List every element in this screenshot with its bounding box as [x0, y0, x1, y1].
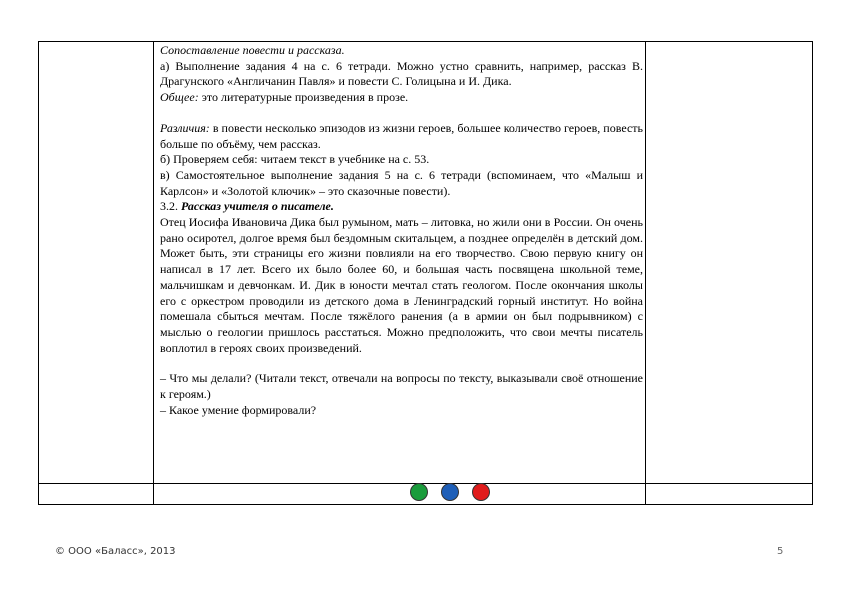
- section-heading: [160, 199, 643, 215]
- section-number: 3.2.: [160, 199, 181, 214]
- column-divider-right: [645, 42, 646, 504]
- paragraph-a: а) Выполнение задания 4 на с. 6 тетради. Можно устно сравнить, например, рассказ В. Драгунского «Англичанин Павля» и повести С. Голицына и И. Дика.: [160, 58, 643, 89]
- differences-text: в повести несколько эпизодов из жизни героев, большее количество героев, повесть больше по объёму, чем рассказ.: [160, 120, 643, 151]
- paragraph-b: б) Проверяем себя: читаем текст в учебнике на с. 53.: [160, 152, 430, 167]
- section-title: Рассказ учителя о писателе.: [181, 199, 334, 214]
- paragraph-v: в) Самостоятельное выполнение задания 5 на с. 6 тетради (вспоминаем, что «Малыш и Карлсон» и «Золотой ключик» – это сказочные повести).: [160, 167, 643, 198]
- common-text: это литературные произведения в прозе.: [198, 90, 409, 105]
- paragraph-common: [160, 90, 643, 106]
- paragraph-differences: [160, 121, 643, 152]
- lesson-content: [160, 43, 643, 418]
- red-dot-icon: [472, 483, 490, 501]
- blue-dot-icon: [441, 483, 459, 501]
- common-label: Общее:: [160, 90, 199, 105]
- page-number: 5: [777, 546, 784, 557]
- question-2: – Какое умение формировали?: [160, 402, 317, 417]
- heading-comparison: Сопоставление повести и рассказа.: [160, 43, 345, 57]
- traffic-light-dots: [410, 483, 530, 503]
- lesson-table: [38, 41, 813, 505]
- green-dot-icon: [410, 483, 428, 501]
- story-paragraph: Отец Иосифа Ивановича Дика был румыном, мать – литовка, но жили они в России. Он очень рано осиротел, долгое время был бездомным скитальцем, а позднее определён в детский дом. Может быть, эти страницы его жизни повлияли на его творчество. Свою первую книгу он написал в 17 лет. Всего их было более 60, и большая часть посвящена школьной теме, мальчишкам и девчонкам. И. Дик в юности мечтал стать геологом. После окончания школы его с оркестром проводили из детского дома в Ленинградский горный институт. Но война помешала сбыться мечтам. После тяжёлого ранения (а в армии он был подрывником) с мыслью о геологии пришлось расстаться. Можно предположить, что свои мечты писатель воплотил в героях своих произведений.: [160, 215, 643, 355]
- differences-label: Различия:: [160, 120, 210, 135]
- footer-copyright: © ООО «Баласс», 2013: [55, 546, 176, 557]
- question-1: – Что мы делали? (Читали текст, отвечали на вопросы по тексту, выказывали своё отношение к героям.): [160, 371, 643, 402]
- column-divider-left: [153, 42, 154, 504]
